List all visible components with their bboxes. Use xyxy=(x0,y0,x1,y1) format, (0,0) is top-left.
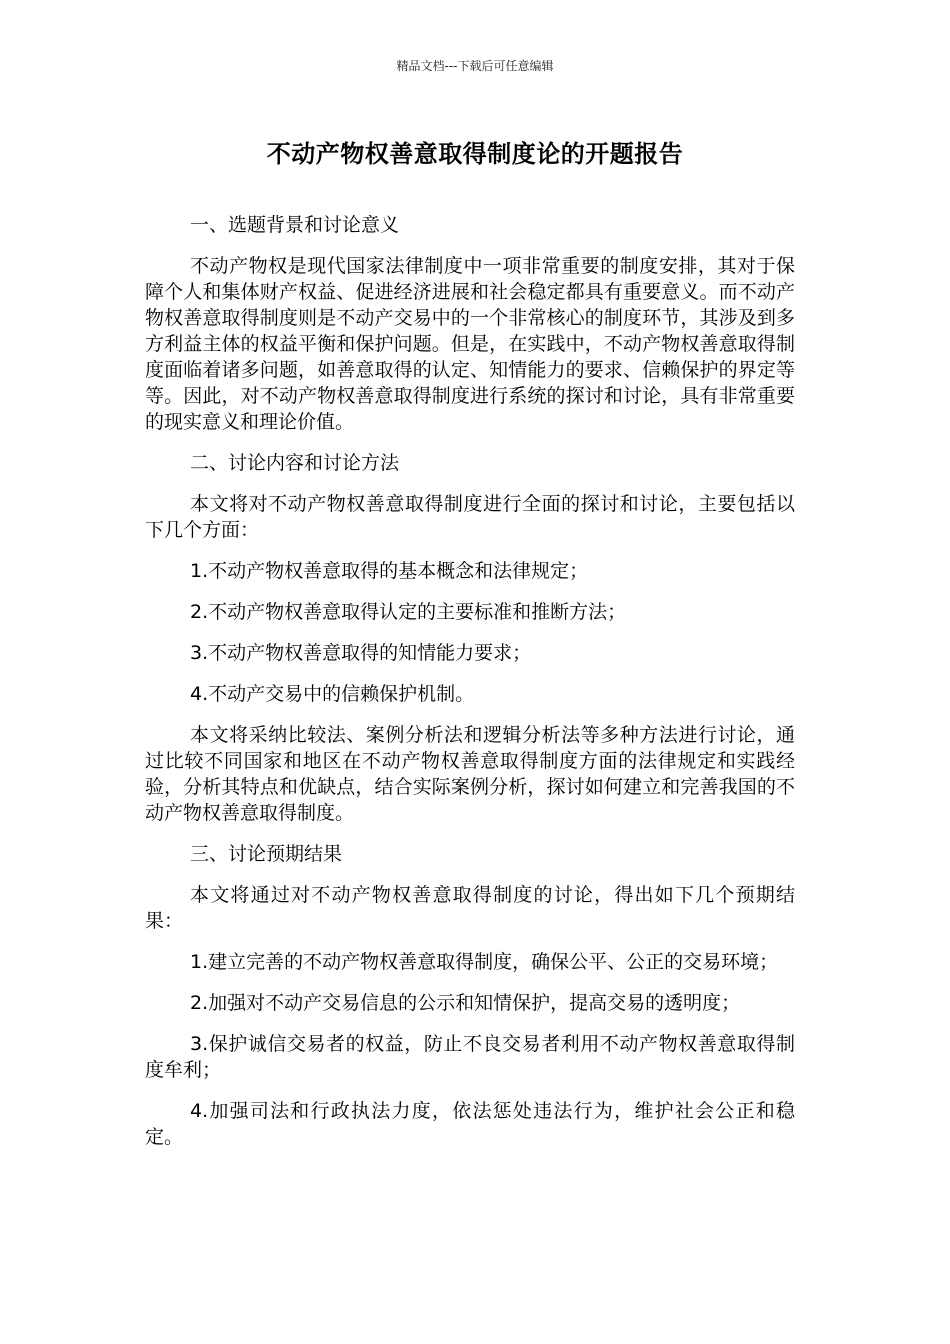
list-item: 1.不动产物权善意取得的基本概念和法律规定； xyxy=(190,560,589,582)
paragraph: 不动产物权是现代国家法律制度中一项非常重要的制度安排，其对于保障个人和集体财产权益、促进经济进展和社会稳定都具有重要意义。而不动产物权善意取得制度则是不动产交易中的一个非常核心的制度环节，其涉及到多方利益主体的权益平衡和保护问题。但是，在实践中，不动产物权善意取得制度面临着诸多问题，如善意取得的认定、知情能力的要求、信赖保护的界定等等。因此，对不动产物权善意取得制度进行系统的探讨和讨论，具有非常重要的现实意义和理论价值。 xyxy=(145,255,795,433)
list-item: 4.加强司法和行政执法力度，依法惩处违法行为，维护社会公正和稳定。 xyxy=(145,1100,795,1148)
list-item: 2.加强对不动产交易信息的公示和知情保护，提高交易的透明度； xyxy=(190,992,741,1014)
document-title: 不动产物权善意取得制度论的开题报告 xyxy=(266,140,684,168)
section-heading-2: 二、讨论内容和讨论方法 xyxy=(190,452,400,474)
header-note: 精品文档---下载后可任意编辑 xyxy=(396,59,554,73)
paragraph: 本文将对不动产物权善意取得制度进行全面的探讨和讨论，主要包括以下几个方面： xyxy=(145,493,795,541)
document-body xyxy=(145,212,795,1165)
section-heading-3: 三、讨论预期结果 xyxy=(190,843,343,865)
list-item: 3.保护诚信交易者的权益，防止不良交易者利用不动产物权善意取得制度牟利； xyxy=(145,1033,795,1081)
list-item: 4.不动产交易中的信赖保护机制。 xyxy=(190,683,475,705)
list-item: 1.建立完善的不动产物权善意取得制度，确保公平、公正的交易环境； xyxy=(190,951,779,973)
section-heading-1: 一、选题背景和讨论意义 xyxy=(190,214,400,236)
list-item: 2.不动产物权善意取得认定的主要标准和推断方法； xyxy=(190,601,627,623)
paragraph: 本文将采纳比较法、案例分析法和逻辑分析法等多种方法进行讨论，通过比较不同国家和地区在不动产物权善意取得制度方面的法律规定和实践经验，分析其特点和优缺点，结合实际案例分析，探讨如何建立和完善我国的不动产物权善意取得制度。 xyxy=(145,724,795,824)
list-item: 3.不动产物权善意取得的知情能力要求； xyxy=(190,642,532,664)
paragraph: 本文将通过对不动产物权善意取得制度的讨论，得出如下几个预期结果： xyxy=(145,884,795,932)
